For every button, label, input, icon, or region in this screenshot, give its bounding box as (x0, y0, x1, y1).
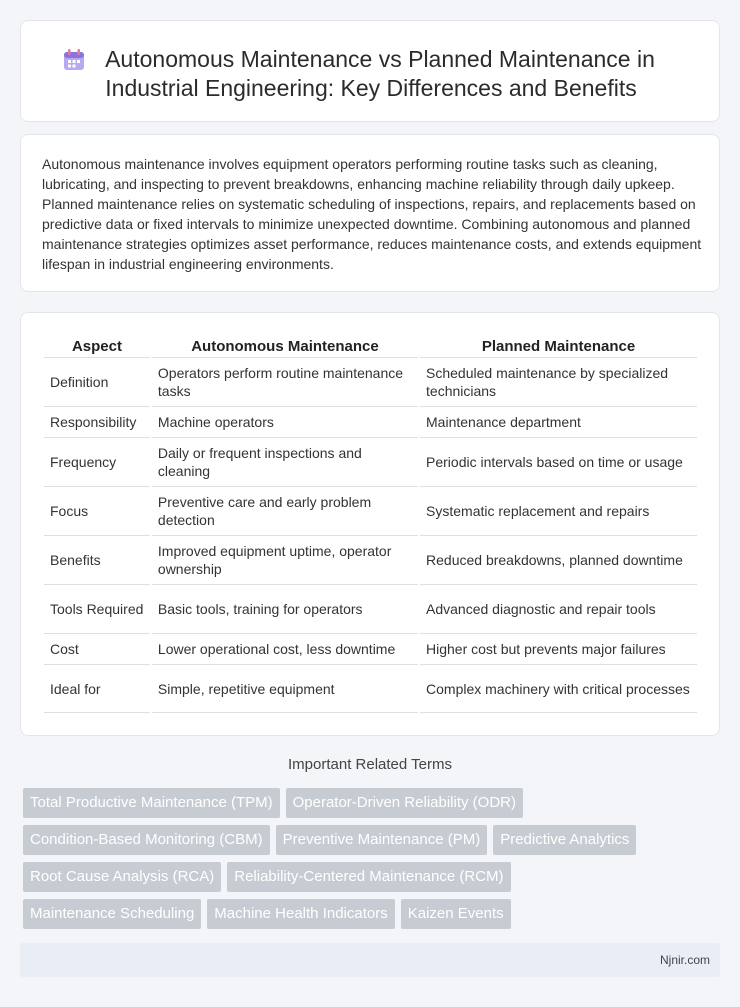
footer (20, 943, 720, 977)
row-planned: Higher cost but prevents major failures (420, 633, 697, 664)
row-aspect: Cost (44, 633, 150, 664)
footer-site-link[interactable]: Njnir.com (659, 953, 710, 967)
tag-row (23, 788, 703, 818)
page-title-line2: Industrial Engineering: Key Differences and Benefits (105, 75, 637, 101)
row-aspect: Definition (44, 357, 150, 406)
row-aspect: Focus (44, 486, 150, 535)
table-row (44, 437, 697, 486)
related-term-tag[interactable]: Machine Health Indicators (207, 899, 394, 929)
row-planned: Advanced diagnostic and repair tools (420, 584, 697, 633)
row-autonomous: Basic tools, training for operators (152, 584, 418, 633)
table-row (44, 664, 697, 713)
related-term-tag[interactable]: Total Productive Maintenance (TPM) (23, 788, 280, 818)
tag-row (23, 899, 703, 929)
header-planned: Planned Maintenance (481, 337, 636, 355)
table-row (44, 406, 697, 437)
tag-row (23, 825, 703, 855)
row-aspect: Frequency (44, 437, 150, 486)
table-row (44, 584, 697, 633)
related-term-tag[interactable]: Preventive Maintenance (PM) (276, 825, 488, 855)
related-terms-list (23, 788, 703, 936)
row-autonomous: Lower operational cost, less downtime (152, 633, 418, 664)
related-term-tag[interactable]: Operator-Driven Reliability (ODR) (286, 788, 523, 818)
row-planned: Scheduled maintenance by specialized technicians (420, 357, 697, 406)
related-term-tag[interactable]: Reliability-Centered Maintenance (RCM) (227, 862, 510, 892)
table-row (44, 535, 697, 584)
related-term-tag[interactable]: Kaizen Events (401, 899, 511, 929)
row-planned: Complex machinery with critical processes (420, 664, 697, 713)
header-aspect: Aspect (71, 337, 122, 355)
row-autonomous: Daily or frequent inspections and cleaning (152, 437, 418, 486)
related-term-tag[interactable]: Maintenance Scheduling (23, 899, 201, 929)
row-aspect: Benefits (44, 535, 150, 584)
related-term-tag[interactable]: Root Cause Analysis (RCA) (23, 862, 221, 892)
intro-card (20, 134, 720, 292)
row-planned: Periodic intervals based on time or usage (420, 437, 697, 486)
related-term-tag[interactable]: Predictive Analytics (493, 825, 636, 855)
table-row (44, 486, 697, 535)
row-planned: Maintenance department (420, 406, 697, 437)
row-autonomous: Simple, repetitive equipment (152, 664, 418, 713)
row-planned: Systematic replacement and repairs (420, 486, 697, 535)
row-autonomous: Machine operators (152, 406, 418, 437)
header-autonomous: Autonomous Maintenance (191, 337, 379, 355)
row-planned: Reduced breakdowns, planned downtime (420, 535, 697, 584)
table-header-row (44, 333, 697, 357)
intro-paragraph: Autonomous maintenance involves equipment operators performing routine tasks such as cleaning, lubricating, and inspecting to prevent breakdowns, enhancing machine reliability through daily upkeep. Planned maintenance relies on systematic scheduling of inspections, repairs, and replacements based on predictive data or fixed intervals to minimize unexpected downtime. Combining autonomous and planned maintenance strategies optimizes asset performance, reduces maintenance costs, and extends equipment lifespan in industrial engineering environments. (42, 156, 702, 272)
title-card (20, 20, 720, 122)
row-aspect: Responsibility (44, 406, 150, 437)
page-title (21, 45, 721, 103)
row-autonomous: Preventive care and early problem detection (152, 486, 418, 535)
row-aspect: Ideal for (44, 664, 150, 713)
row-autonomous: Operators perform routine maintenance tasks (152, 357, 418, 406)
page-title-line1: Autonomous Maintenance vs Planned Maintenance in (105, 46, 655, 72)
comparison-card (20, 312, 720, 736)
table-row (44, 357, 697, 406)
row-aspect: Tools Required (44, 584, 150, 633)
related-terms-title: Important Related Terms (288, 756, 452, 773)
related-term-tag[interactable]: Condition-Based Monitoring (CBM) (23, 825, 270, 855)
row-autonomous: Improved equipment uptime, operator ownership (152, 535, 418, 584)
tag-row (23, 862, 703, 892)
table-row (44, 633, 697, 664)
comparison-table (42, 333, 699, 713)
